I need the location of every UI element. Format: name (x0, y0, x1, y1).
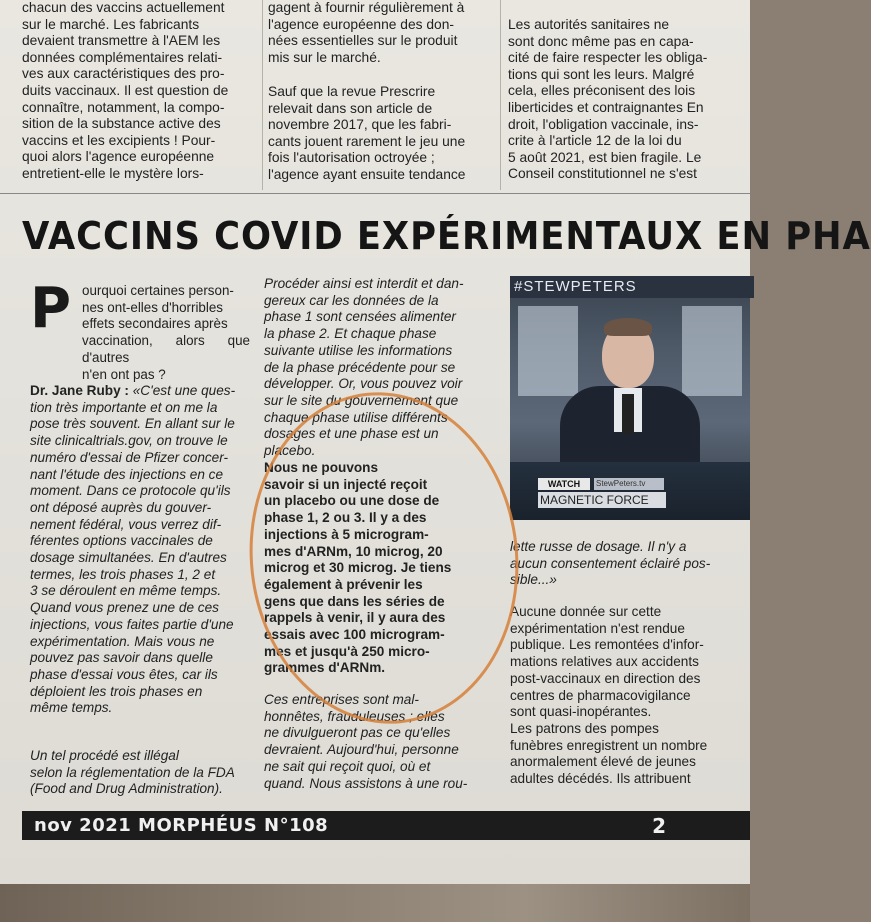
article-column-2-a: Procéder ainsi est interdit et dan- gereux car les données de la phase 1 sont censées alimenter la phase 2. Et chaque phase suivante utilise les informations de la phase précédente pour se développer. Or, vous pouvez voir sur le site du gouvernement que chaque phase utilise différents dosages et une phase est un placebo. (264, 276, 464, 459)
speaker-name: Dr. Jane Ruby : (30, 383, 129, 398)
column-rule (262, 0, 263, 190)
table-surface (0, 884, 750, 922)
article-column-2-b: Ces entreprises sont mal- honnêtes, frauduleuses ; elles ne divulgueront pas ce qu'elles devraient. Aujourd'hui, personne ne sait qui reçoit quoi, où et quand. Nous assistons à une rou- (264, 692, 468, 791)
article-intro: ourquoi certaines person- nes ont-elles d'horribles effets secondaires après vaccination, alors que d'autres n'en ont pas ? (82, 283, 250, 382)
article-column-3-b: Aucune donnée sur cette expérimentation n'est rendue publique. Les remontées d'infor- mations relatives aux accidents post-vaccinaux en direction des centres de pharmacovigilance sont quasi-inopérantes. Les patrons des pompes funèbres enregistrent un nombre anormalement élevé de jeunes adultes décédés. Ils attribuent (510, 604, 708, 787)
article-column-3-a: lette russe de dosage. Il n'y a aucun consentement éclairé pos- sible...» (510, 539, 711, 588)
article-headline: VACCINS COVID EXPÉRIMENTAUX EN PHA (22, 214, 871, 258)
background-window (518, 306, 578, 396)
background-window (682, 306, 742, 396)
handle-label: StewPeters.tv (594, 478, 664, 490)
article-column-1-end: Un tel procédé est illégal selon la réglementation de la FDA (Food and Drug Administration). (30, 748, 235, 797)
column-rule (500, 0, 501, 190)
article-column-2-bold: Nous ne pouvons savoir si un injecté reçoit un placebo ou une dose de phase 1, 2 ou 3. Il y a des injections à 5 microgram- mes d'ARNm, 10 microg, 20 microg et 30 microg. Je tiens également à prévenir les gens que dans les séries de rappels à venir, il y aura des essais avec 100 microgram- mes et jusqu'à 250 micro- grammes d'ARNm. (264, 460, 452, 676)
speaker-answer: «C'est une ques- tion très importante et on me la pose très souvent. En allant sur le site clinicaltrials.gov, on trouve le numéro d'essai de Pfizer concer- nant l'étude des injections en ce moment. Dans ce protocole qu'ils ont déposé auprès du gouver- nement fédéral, vous verrez dif- férentes options vaccinales de dosage simultanées. En d'autres termes, les trois phases 1, 2 et 3 se déroulent en même temps. Quand vous prenez une de ces injections, vous faites partie d'une expérimentation. Mais vous ne pouvez pas savoir dans quelle phase d'essai vous êtes, car ils déploient les trois phases en même temps. (30, 383, 236, 716)
top-column-1: chacun des vaccins actuellement sur le marché. Les fabricants devaient transmettre à l'AEM les données complémentaires relati- ves aux caractéristiques des pro- duits vaccinaux. Il est question de connaître, notamment, la compo- sition de la substance active des vaccins et les excipients ! Pour- quoi alors l'agence européenne entretient-elle le mystère lors- (22, 0, 229, 181)
drop-cap: P (30, 276, 72, 341)
article-column-1 (30, 383, 250, 717)
presenter-tie (622, 394, 634, 434)
page-number: 2 (652, 814, 666, 838)
top-column-3: Les autorités sanitaires ne sont donc même pas en capa- cité de faire respecter les obliga- tions qui sont les leurs. Malgré cela, elles préconisent des lois liberticides et contraignantes En droit, l'obligation vaccinale, ins- crite à l'article 12 de la loi du 5 août 2021, est bien fragile. Le Conseil constitutionnel ne s'est (508, 17, 708, 182)
tv-photo (510, 276, 750, 520)
top-column-2-b: Sauf que la revue Prescrire relevait dans son article de novembre 2017, que les fabri- cants jouent rarement le jeu une fois l'autorisation octroyée ; l'agence ayant ensuite tendance (268, 84, 466, 182)
lower-third (510, 462, 750, 520)
page-footer (22, 811, 750, 840)
top-column-2-a: gagent à fournir régulièrement à l'agence européenne des don- nées essentielles sur le produit mis sur le marché. (268, 0, 465, 65)
photo-caption: MAGNETIC FORCE (538, 492, 666, 508)
presenter-hair (604, 318, 652, 336)
section-divider (0, 193, 750, 194)
watch-label: WATCH (538, 478, 590, 490)
issue-label: nov 2021 MORPHÉUS N°108 (34, 815, 329, 836)
photo-banner: #STEWPETERS (510, 276, 754, 298)
